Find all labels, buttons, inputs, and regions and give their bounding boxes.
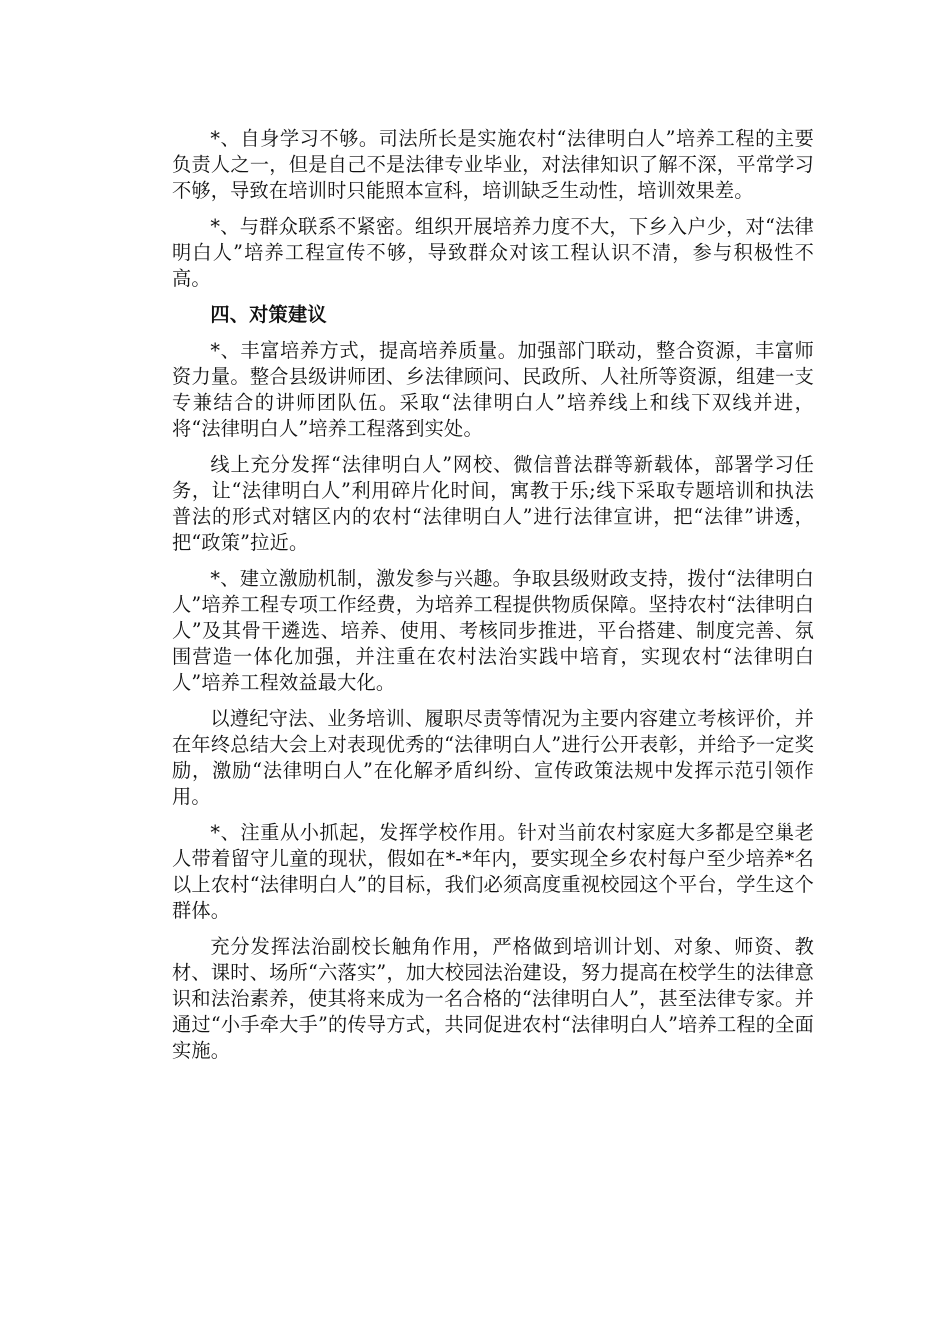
paragraph-incentive-mechanism: *、建立激励机制，激发参与兴趣。争取县级财政支持，拨付“法律明白人”培养工程专项工作经费，为培养工程提供物质保障。坚持农村“法律明白人”及其骨干遴选、培养、使用、考核同步推进，平台搭建、制度完善、氛围营造一体化加强，并注重在农村法治实践中培育，实现农村“法律明白人”培养工程效益最大化。 xyxy=(172,567,814,694)
paragraph-online-offline: 线上充分发挥“法律明白人”网校、微信普法群等新载体，部署学习任务，让“法律明白人”利用碎片化时间，寓教于乐;线下采取专题培训和执法普法的形式对辖区内的农村“法律明白人”进行法律宣讲，把“法律”讲透，把“政策”拉近。 xyxy=(172,453,814,554)
paragraph-self-study: *、自身学习不够。司法所长是实施农村“法律明白人”培养工程的主要负责人之一，但是自己不是法律专业毕业，对法律知识了解不深，平常学习不够，导致在培训时只能照本宣科，培训缺乏生动性，培训效果差。 xyxy=(172,127,814,202)
paragraph-training-methods: *、丰富培养方式，提高培养质量。加强部门联动，整合资源，丰富师资力量。整合县级讲师团、乡法律顾问、民政所、人社所等资源，组建一支专兼结合的讲师团队伍。采取“法律明白人”培养线上和线下双线并进，将“法律明白人”培养工程落到实处。 xyxy=(172,339,814,440)
paragraph-vice-principal: 充分发挥法治副校长触角作用，严格做到培训计划、对象、师资、教材、课时、场所“六落实”，加大校园法治建设，努力提高在校学生的法律意识和法治素养，使其将来成为一名合格的“法律明白人”，甚至法律专家。并通过“小手牵大手”的传导方式，共同促进农村“法律明白人”培养工程的全面实施。 xyxy=(172,935,814,1062)
paragraph-assessment: 以遵纪守法、业务培训、履职尽责等情况为主要内容建立考核评价，并在年终总结大会上对表现优秀的“法律明白人”进行公开表彰，并给予一定奖励，激励“法律明白人”在化解矛盾纠纷、宣传政策法规中发挥示范引领作用。 xyxy=(172,707,814,808)
paragraph-school-role: *、注重从小抓起，发挥学校作用。针对当前农村家庭大多都是空巢老人带着留守儿童的现状，假如在*-*年内，要实现全乡农村每户至少培养*名以上农村“法律明白人”的目标，我们必须高度重视校园这个平台，学生这个群体。 xyxy=(172,821,814,922)
paragraph-mass-contact: *、与群众联系不紧密。组织开展培养力度不大，下乡入户少，对“法律明白人”培养工程宣传不够，导致群众对该工程认识不清，参与积极性不高。 xyxy=(172,215,814,290)
section-heading-countermeasures: 四、对策建议 xyxy=(210,303,327,326)
document-body xyxy=(172,126,814,1074)
